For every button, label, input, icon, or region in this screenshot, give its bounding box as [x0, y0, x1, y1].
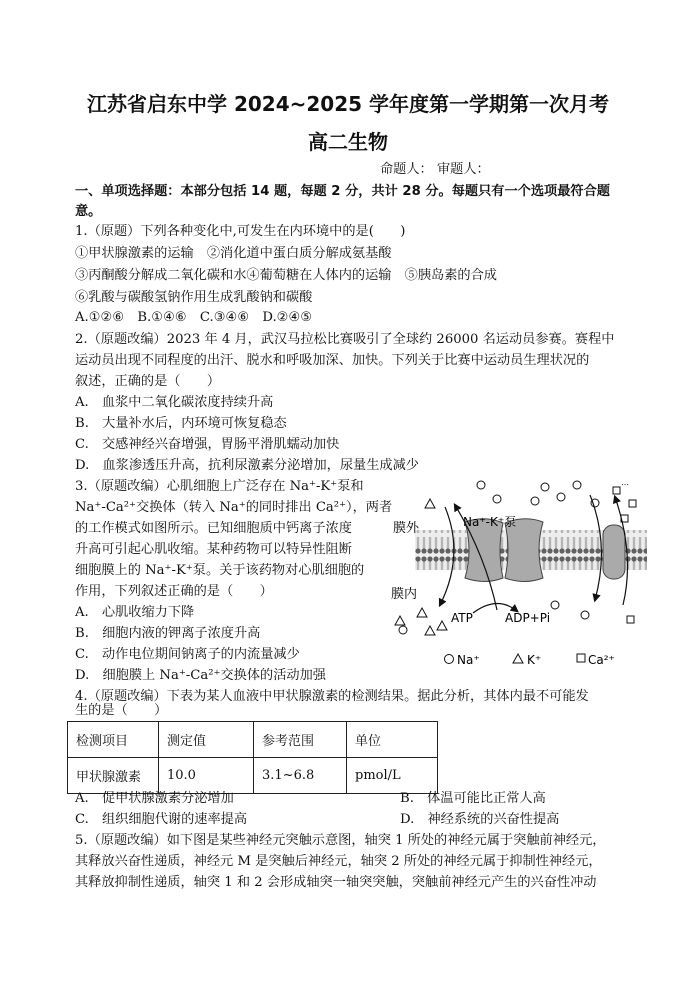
legend-k-symbol [513, 654, 523, 663]
legend-k-label: K⁺ [527, 653, 542, 667]
membrane-outside-label: 膜外 [393, 521, 420, 536]
adp-label: ADP+Pi [505, 611, 551, 625]
k-ion [395, 616, 405, 625]
q5-stem: 其释放兴奋性递质，神经元 M 是突触后神经元，轴突 2 所处的神经元属于抑制性神经元， [75, 854, 602, 869]
na-ca-exchanger-protein [603, 525, 625, 579]
q3-stem: 作用，下列叙述正确的是（ ） [75, 584, 273, 599]
na-ion [477, 481, 485, 489]
na-ion [591, 499, 599, 507]
na-ion [581, 611, 589, 619]
q4-option-b: B. 体温可能比正常人高 [400, 791, 546, 806]
table-header-cell: 测定值 [159, 722, 254, 758]
membrane-inside-label: 膜内 [391, 587, 418, 602]
table-cell: 甲状腺激素 [68, 758, 159, 794]
q3-stem: Na⁺-Ca²⁺交换体（转入 Na⁺的同时排出 Ca²⁺），两者 [75, 500, 393, 515]
q2-option-d: D. 血浆渗透压升高，抗利尿激素分泌增加，尿量生成减少 [75, 458, 419, 473]
k-ion [425, 626, 435, 635]
legend-na-label: Na⁺ [457, 653, 480, 667]
authors-line: 命题人： 审题人： [380, 162, 490, 177]
na-ion [573, 481, 581, 489]
q4-stem: 生的是（ ） [75, 703, 168, 718]
section-heading-cont: 意。 [75, 204, 102, 219]
na-ion [493, 495, 501, 503]
table-header-cell: 检测项目 [68, 722, 159, 758]
q4-option-a: A. 促甲状腺激素分泌增加 [75, 791, 234, 806]
q3-option-d: D. 细胞膜上 Na⁺-Ca²⁺交换体的活动加强 [75, 668, 326, 683]
membrane-transport-figure [385, 475, 650, 670]
ca-ion [629, 500, 636, 507]
q1-item-line: ⑥乳酸与碳酸氢钠作用生成乳酸钠和碳酸 [75, 290, 313, 305]
thyroid-test-table [67, 721, 438, 794]
q2-option-c: C. 交感神经兴奋增强，胃肠平滑肌蠕动加快 [75, 437, 340, 452]
table-cell: 10.0 [159, 758, 254, 794]
q2-stem: 2.（原题改编）2023 年 4 月，武汉马拉松比赛吸引了全球约 26000 名运动员参赛。赛程中 [75, 332, 615, 347]
q3-option-a: A. 心肌收缩力下降 [75, 605, 195, 620]
q2-option-a: A. 血浆中二氧化碳浓度持续升高 [75, 395, 274, 410]
corner-label: … [621, 478, 629, 487]
q3-option-c: C. 动作电位期间钠离子的内流量减少 [75, 647, 300, 662]
k-ion [437, 621, 447, 630]
legend-ca-label: Ca²⁺ [588, 653, 615, 667]
na-ion [399, 626, 407, 634]
q2-stem: 运动员出现不同程度的出汗、脱水和呼吸加深、加快。下列关于比赛中运动员生理状况的 [75, 353, 590, 368]
legend-na-symbol [445, 655, 454, 664]
q3-stem: 3.（原题改编）心肌细胞上广泛存在 Na⁺-K⁺泵和 [75, 479, 364, 494]
q1-item-line: ③丙酮酸分解成二氧化碳和水④葡萄糖在人体内的运输 ⑤胰岛素的合成 [75, 268, 497, 283]
q5-stem: 5.（原题改编）如下图是某些神经元突触示意图，轴突 1 所处的神经元属于突触前神经元， [75, 833, 606, 848]
na-ion [551, 601, 559, 609]
q4-option-c: C. 组织细胞代谢的速率提高 [75, 812, 248, 827]
table-header-cell: 单位 [347, 722, 438, 758]
na-ion [557, 493, 565, 501]
table-cell: 3.1~6.8 [254, 758, 347, 794]
legend-ca-symbol [577, 654, 585, 662]
q3-stem: 升高可引起心肌收缩。某种药物可以特异性阻断 [75, 542, 352, 557]
q3-option-b: B. 细胞内液的钾离子浓度升高 [75, 626, 261, 641]
table-header-row [68, 722, 438, 758]
table-header-cell: 参考范围 [254, 722, 347, 758]
q1-item-line: ①甲状腺激素的运输 ②消化道中蛋白质分解成氨基酸 [75, 246, 392, 261]
section-heading: 一、单项选择题：本部分包括 14 题，每题 2 分，共计 28 分。每题只有一个选项最符合题 [75, 184, 610, 199]
subject-title: 高二生物 [308, 130, 388, 154]
q2-option-b: B. 大量补水后，内环境可恢复稳态 [75, 416, 287, 431]
q5-stem: 其释放抑制性递质，轴突 1 和 2 会形成轴突一轴突突触，突触前神经元产生的兴奋性冲动 [75, 875, 597, 890]
q1-options: A.①②⑥ B.①④⑥ C.③④⑥ D.②④⑤ [75, 310, 313, 325]
q2-stem: 叙述，正确的是（ ） [75, 374, 221, 389]
k-ion [425, 499, 435, 508]
q3-stem: 细胞膜上的 Na⁺-K⁺泵。关于该药物对心肌细胞的 [75, 563, 365, 578]
k-ion [417, 608, 427, 617]
q4-stem: 4.（原题改编）下表为某人血液中甲状腺激素的检测结果。据此分析，其体内最不可能发 [75, 689, 589, 704]
q1-stem: 1.（原题）下列各种变化中,可发生在内环境中的是( ) [75, 224, 406, 239]
ca-ion [627, 616, 634, 623]
exam-title: 江苏省启东中学 2024~2025 学年度第一学期第一次月考 [86, 92, 609, 116]
na-ion [531, 497, 539, 505]
na-ion [541, 483, 549, 491]
pump-label: Na⁺-K⁺泵 [463, 515, 517, 529]
table-cell: pmol/L [347, 758, 438, 794]
ca-ion [613, 487, 620, 494]
q4-option-d: D. 神经系统的兴奋性提高 [400, 812, 560, 827]
atp-label: ATP [451, 611, 473, 625]
q3-stem: 的工作模式如图所示。已知细胞质中钙离子浓度 [75, 521, 352, 536]
